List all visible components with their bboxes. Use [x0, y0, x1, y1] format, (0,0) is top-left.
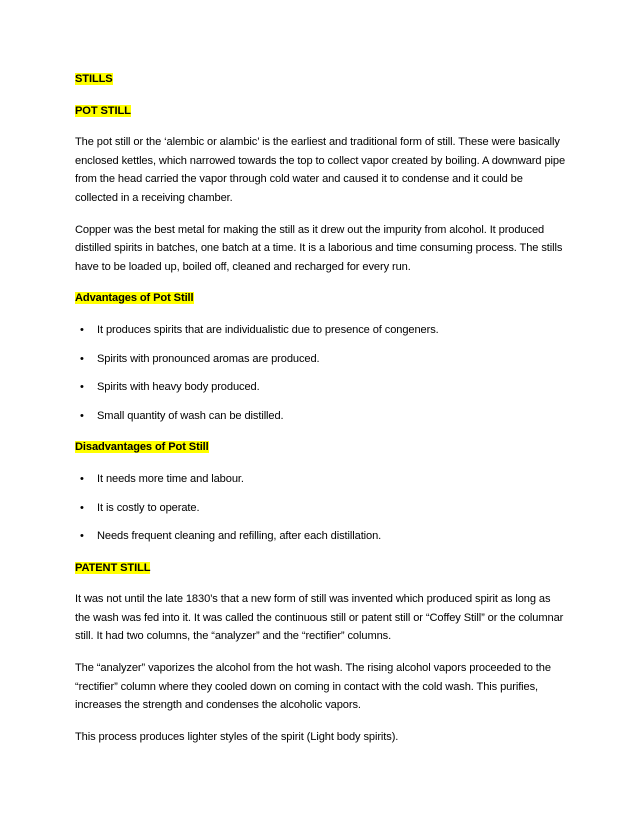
document-title-text: STILLS [75, 73, 113, 85]
list-item-text: It needs more time and labour. [97, 472, 244, 485]
advantages-heading [75, 289, 567, 308]
patent-still-paragraph-2: The “analyzer” vaporizes the alcohol from the hot wash. The rising alcohol vapors proceeded to the “rectifier” column where they cooled down on coming in contact with the cold wash. This purifies, increases the strength and condenses the alcoholic vapors. [75, 662, 551, 712]
list-item [75, 470, 567, 489]
bullet-icon: • [80, 352, 84, 365]
pot-still-paragraph-2: Copper was the best metal for making the still as it drew out the impurity from alcohol. It produced distilled spirits in batches, one batch at a time. It is a laborious and time consuming process. The stills have to be loaded up, boiled off, cleaned and recharged for every run. [75, 223, 563, 273]
document-page [75, 70, 567, 759]
list-item [75, 321, 567, 340]
patent-still-heading-text: PATENT STILL [75, 561, 151, 574]
patent-still-paragraph-1: It was not until the late 1830’s that a new form of still was invented which produced spirit as long as the wash was fed into it. It was called the continuous still or patent still or “Coffey Still” or the columnar still. It had two columns, the “analyzer” and the “rectifier” columns. [75, 593, 564, 643]
bullet-icon: • [80, 323, 84, 336]
bullet-icon: • [80, 381, 84, 394]
pot-still-heading-text: POT STILL [75, 104, 131, 117]
disadvantages-heading [75, 438, 567, 457]
list-item-text: It is costly to operate. [97, 501, 200, 514]
bullet-icon: • [80, 472, 84, 485]
bullet-icon: • [80, 409, 84, 422]
list-item-text: It produces spirits that are individualistic due to presence of congeners. [97, 323, 439, 336]
disadvantages-heading-text: Disadvantages of Pot Still [75, 441, 209, 454]
list-item-text: Spirits with pronounced aromas are produced. [97, 352, 320, 365]
advantages-heading-text: Advantages of Pot Still [75, 292, 194, 305]
list-item [75, 407, 567, 426]
bullet-icon: • [80, 501, 84, 514]
list-item-text: Needs frequent cleaning and refilling, after each distillation. [97, 530, 382, 543]
patent-still-heading [75, 559, 567, 578]
bullet-icon: • [80, 530, 84, 543]
pot-still-heading [75, 102, 567, 121]
list-item [75, 499, 567, 518]
list-item [75, 378, 567, 397]
list-item [75, 350, 567, 369]
list-item-text: Small quantity of wash can be distilled. [97, 409, 284, 422]
advantages-list [75, 321, 567, 425]
list-item [75, 527, 567, 546]
patent-still-paragraph-3: This process produces lighter styles of the spirit (Light body spirits). [75, 730, 399, 743]
pot-still-paragraph-1: The pot still or the ‘alembic or alambic’ is the earliest and traditional form of still. These were basically enclosed kettles, which narrowed towards the top to collect vapor created by boiling. A downward pipe from the head carried the vapor through cold water and caused it to condense and it could be collected in a receiving chamber. [75, 136, 566, 204]
document-title [75, 70, 567, 89]
list-item-text: Spirits with heavy body produced. [97, 381, 260, 394]
disadvantages-list [75, 470, 567, 546]
